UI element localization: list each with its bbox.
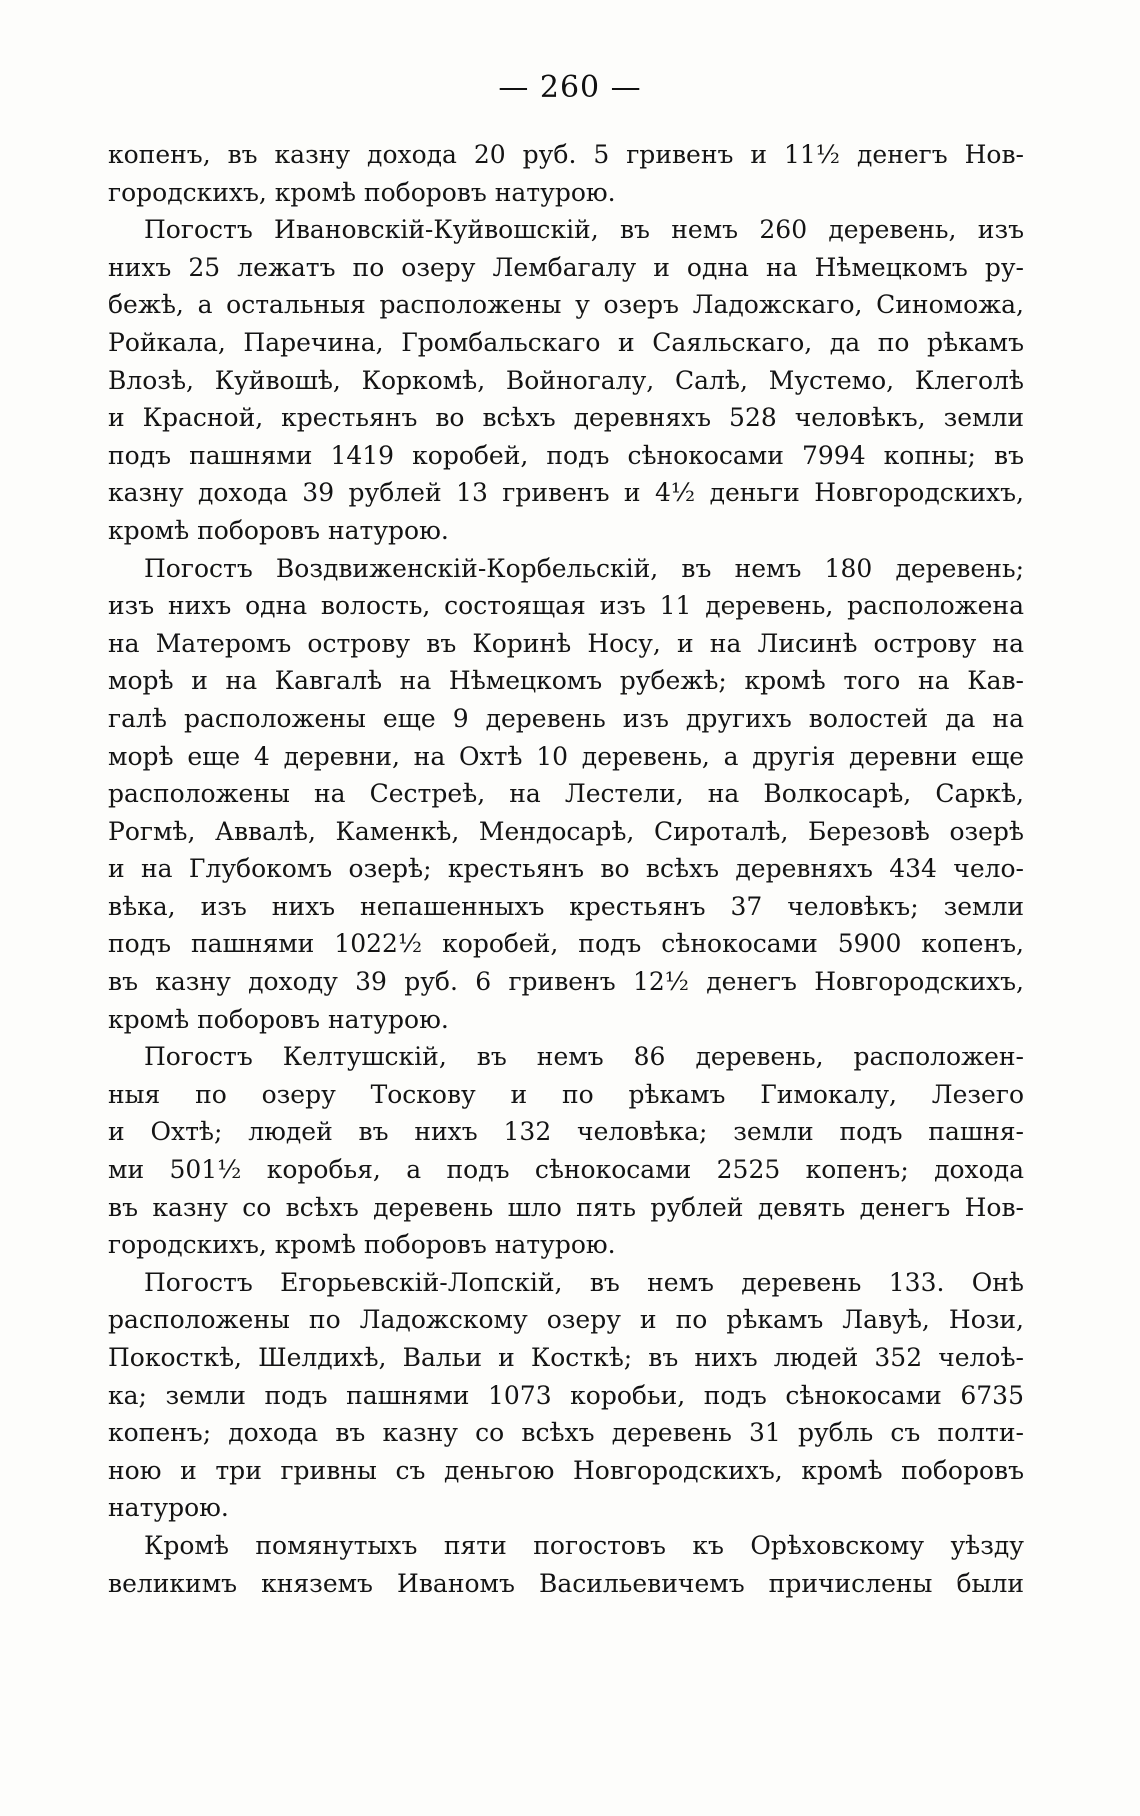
text-line: морѣ еще 4 деревни, на Охтѣ 10 деревень, а другія деревни еще	[108, 741, 1024, 771]
text-line: расположены по Ладожскому озеру и по рѣкамъ Лавуѣ, Нози,	[108, 1305, 1024, 1335]
text-line: городскихъ, кромѣ поборовъ натурою.	[108, 177, 616, 207]
text-line: расположены на Сестреѣ, на Лестели, на Волкосарѣ, Саркѣ,	[108, 779, 1024, 809]
text-line: на Матеромъ острову въ Коринѣ Носу, и на Лисинѣ острову на	[108, 628, 1024, 658]
text-line: подъ пашнями 1022½ коробей, подъ сѣнокосами 5900 копенъ,	[108, 929, 1024, 959]
text-line: ка; земли подъ пашнями 1073 коробьи, подъ сѣнокосами 6735	[108, 1380, 1024, 1410]
text-line: копенъ; дохода въ казну со всѣхъ деревень 31 рубль съ полти-	[108, 1418, 1024, 1448]
text-line: великимъ княземъ Иваномъ Васильевичемъ причислены были	[108, 1568, 1024, 1598]
paragraph-1	[108, 136, 1024, 211]
text-line: въ казну со всѣхъ деревень шло пять рублей девять денегъ Нов-	[108, 1192, 1024, 1222]
text-line: Погостъ Воздвиженскій-Корбельскій, въ немъ 180 деревень;	[144, 553, 1024, 583]
text-line: Кромѣ помянутыхъ пяти погостовъ къ Орѣховскому уѣзду	[144, 1530, 1024, 1560]
text-line: Погостъ Келтушскій, въ немъ 86 деревень, расположен-	[144, 1042, 1024, 1072]
text-line: ною и три гривны съ деньгою Новгородскихъ, кромѣ поборовъ	[108, 1455, 1024, 1485]
page-number: — 260 —	[498, 70, 642, 105]
text-line: натурою.	[108, 1493, 229, 1523]
text-line: Покосткѣ, Шелдихѣ, Вальи и Косткѣ; въ нихъ людей 352 челоѣ-	[108, 1343, 1024, 1372]
text-line: Погостъ Ивановскій-Куйвошскій, въ немъ 260 деревень, изъ	[144, 215, 1024, 245]
text-line: казну дохода 39 рублей 13 гривенъ и 4½ деньги Новгородскихъ,	[108, 478, 1024, 508]
text-line: бежѣ, а остальныя расположены у озеръ Ладожскаго, Синоможа,	[108, 290, 1024, 320]
paragraph-6	[108, 1527, 1024, 1602]
text-line: городскихъ, кромѣ поборовъ натурою.	[108, 1230, 616, 1260]
text-line: кромѣ поборовъ натурою.	[108, 1004, 449, 1034]
text-line: и Красной, крестьянъ во всѣхъ деревняхъ 528 человѣкъ, земли	[108, 403, 1024, 433]
text-line: въ казну доходу 39 руб. 6 гривенъ 12½ денегъ Новгородскихъ,	[108, 967, 1024, 997]
text-line: Ройкала, Паречина, Громбальскаго и Саяльскаго, да по рѣкамъ	[108, 327, 1024, 357]
paragraph-4	[108, 1038, 1024, 1264]
paragraph-2	[108, 211, 1024, 549]
text-line: морѣ и на Кавгалѣ на Нѣмецкомъ рубежѣ; кромѣ того на Кав-	[108, 666, 1024, 696]
text-line: кромѣ поборовъ натурою.	[108, 515, 449, 545]
text-line: и на Глубокомъ озерѣ; крестьянъ во всѣхъ деревняхъ 434 чело-	[108, 854, 1024, 884]
text-line: нихъ 25 лежатъ по озеру Лембагалу и одна на Нѣмецкомъ ру-	[108, 252, 1024, 282]
text-line: вѣка, изъ нихъ непашенныхъ крестьянъ 37 человѣкъ; земли	[108, 891, 1024, 921]
text-line: Влозѣ, Куйвошѣ, Коркомѣ, Войногалу, Салѣ, Мустемо, Клеголѣ	[108, 365, 1024, 395]
text-line: галѣ расположены еще 9 деревень изъ другихъ волостей да на	[108, 703, 1024, 733]
text-line: ныя по озеру Тоскову и по рѣкамъ Гимокалу, Лезего	[108, 1079, 1024, 1109]
paragraph-3	[108, 550, 1024, 1039]
text-line: Рогмѣ, Аввалѣ, Каменкѣ, Мендосарѣ, Сироталѣ, Березовѣ озерѣ	[108, 816, 1024, 846]
text-line: копенъ, въ казну дохода 20 руб. 5 гривенъ и 11½ денегъ Нов-	[108, 140, 1024, 169]
text-line: подъ пашнями 1419 коробей, подъ сѣнокосами 7994 копны; въ	[108, 440, 1024, 470]
text-line: изъ нихъ одна волость, состоящая изъ 11 деревень, расположена	[108, 591, 1024, 621]
body-text	[108, 136, 1024, 1602]
text-line: и Охтѣ; людей въ нихъ 132 человѣка; земли подъ пашня-	[108, 1117, 1024, 1147]
paragraph-5	[108, 1264, 1024, 1527]
text-line: ми 501½ коробья, а подъ сѣнокосами 2525 копенъ; дохода	[108, 1155, 1024, 1185]
text-line: Погостъ Егорьевскій-Лопскій, въ немъ деревень 133. Онѣ	[144, 1267, 1024, 1297]
